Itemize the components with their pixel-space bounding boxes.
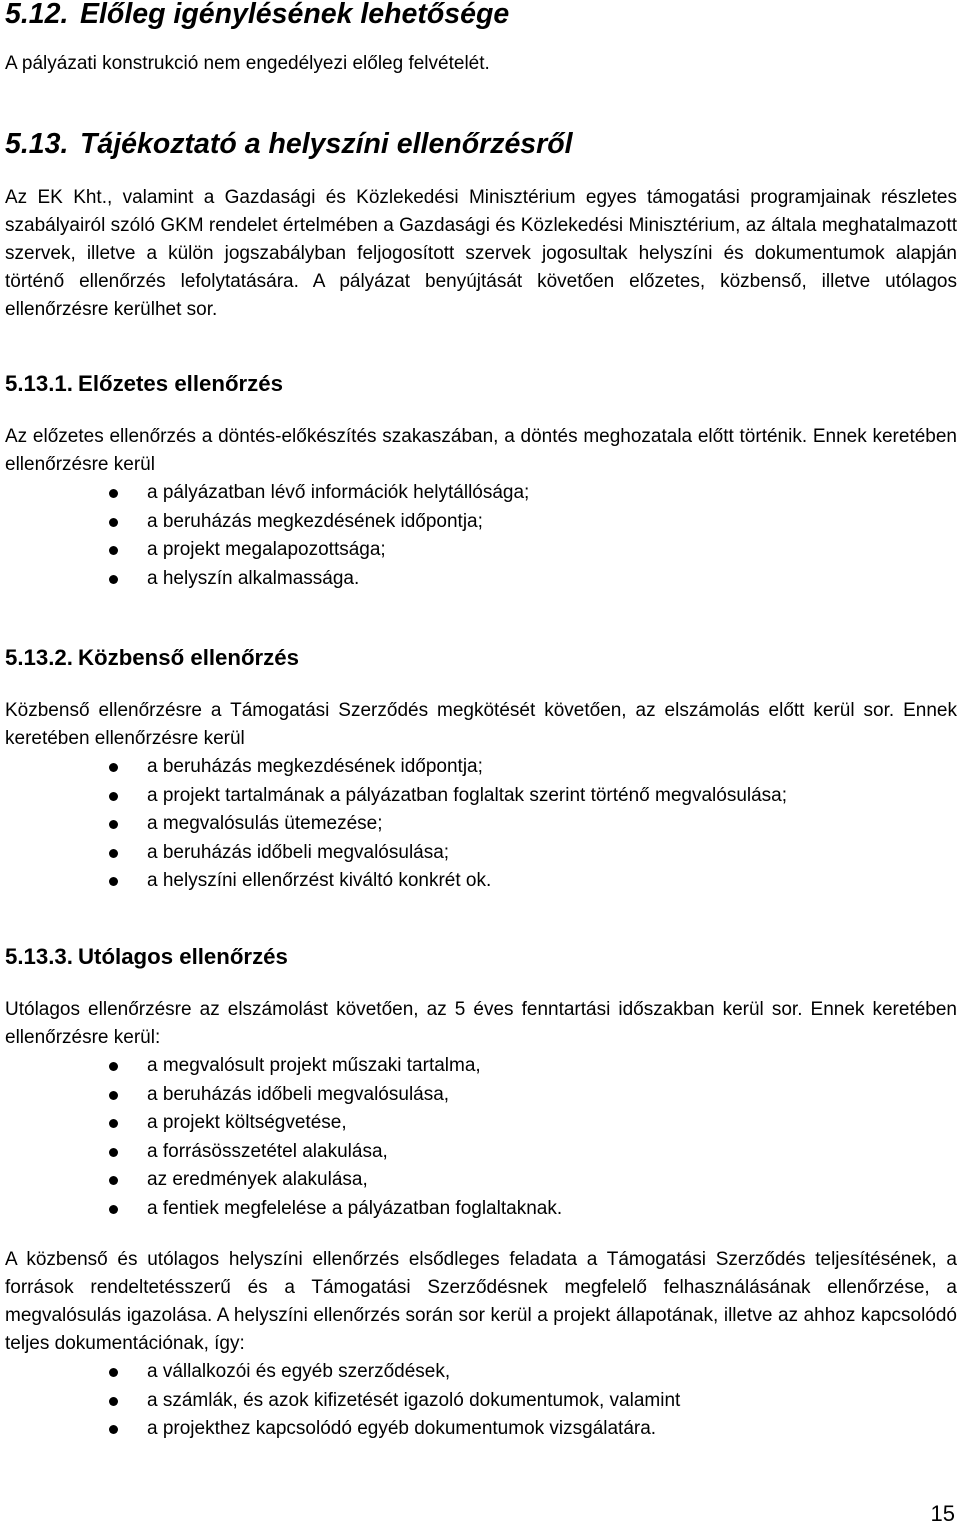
closing-section (5, 1246, 957, 1444)
paragraph: Az EK Kht., valamint a Gazdasági és Közlekedési Minisztérium egyes támogatási programjainak részletes szabályairól szóló GKM rendelet értelmében a Gazdasági és Közlekedési Minisztérium, az általa meghatalmazott szervek, illetve a külön jogszabályban feljogosított szervek jogosultak helyszíni és dokumentumok alapján történő ellenőrzés lefolytatására. A pályázat benyújtását követően előzetes, közbenső, illetve utólagos ellenőrzésre kerülhet sor. (5, 187, 957, 320)
bullet-icon (109, 820, 118, 829)
subsection-title-text: Közbenső ellenőrzés (78, 645, 300, 670)
section-title (5, 0, 957, 28)
list-item: a megvalósult projekt műszaki tartalma, (5, 1052, 957, 1081)
section-5-13-1 (5, 370, 957, 398)
paragraph: Utólagos ellenőrzésre az elszámolást követően, az 5 éves fenntartási időszakban kerül sor. Ennek keretében ellenőrzésre kerül: (5, 999, 957, 1048)
list-item: a megvalósulás ütemezése; (5, 810, 957, 839)
paragraph: A közbenső és utólagos helyszíni ellenőrzés elsődleges feladata a Támogatási Szerződés teljesítésének, a források rendeltetésszerű és a Támogatási Szerződésnek megfelelő felhasználásának ellenőrzése, a megvalósulás igazolása. A helyszíni ellenőrzés során sor kerül a projekt állapotának, illetve az ahhoz kapcsolódó teljes dokumentációnak, így: (5, 1249, 957, 1354)
page-number: 15 (930, 1501, 955, 1526)
list-item: a beruházás időbeli megvalósulása; (5, 839, 957, 868)
bullet-icon (109, 1091, 118, 1100)
paragraph: Közbenső ellenőrzésre a Támogatási Szerződés megkötését követően, az elszámolás előtt kerül sor. Ennek keretében ellenőrzésre kerül (5, 700, 957, 749)
section-title (5, 130, 957, 158)
list-item: az eredmények alakulása, (5, 1166, 957, 1195)
bullet-icon (109, 763, 118, 772)
list-item: a projekt költségvetése, (5, 1109, 957, 1138)
section-title-text: Tájékoztató a helyszíni ellenőrzésről (80, 128, 573, 160)
section-5-12 (5, 0, 957, 28)
subsection-title (5, 943, 957, 971)
bullet-icon (109, 575, 118, 584)
section-5-13-2-body (5, 697, 957, 896)
list-item: a forrásösszetétel alakulása, (5, 1138, 957, 1167)
bullet-icon (109, 1062, 118, 1071)
section-5-13-1-body (5, 423, 957, 593)
section-title-text: Előleg igénylésének lehetősége (80, 0, 510, 30)
subsection-title (5, 644, 957, 672)
subsection-title (5, 370, 957, 398)
bullet-icon (109, 518, 118, 527)
section-5-12-body (5, 50, 957, 78)
list-item: a pályázatban lévő információk helytállósága; (5, 479, 957, 508)
bullet-icon (109, 1368, 118, 1377)
list-item: a helyszín alkalmassága. (5, 565, 957, 594)
list-item: a fentiek megfelelése a pályázatban foglaltaknak. (5, 1195, 957, 1224)
list-item: a projekthez kapcsolódó egyéb dokumentumok vizsgálatára. (5, 1415, 957, 1444)
bullet-icon (109, 849, 118, 858)
bullet-icon (109, 489, 118, 498)
bullet-icon (109, 792, 118, 801)
bullet-icon (109, 1397, 118, 1406)
subsection-number: 5.13.3. (5, 944, 73, 969)
section-5-13 (5, 130, 957, 158)
list-item: a beruházás időbeli megvalósulása, (5, 1081, 957, 1110)
bullet-icon (109, 1425, 118, 1434)
list-item: a beruházás megkezdésének időpontja; (5, 753, 957, 782)
section-number: 5.12. (5, 0, 69, 30)
bullet-list (5, 1358, 957, 1444)
section-5-13-2 (5, 644, 957, 672)
section-5-13-3 (5, 943, 957, 971)
list-item: a helyszíni ellenőrzést kiváltó konkrét ok. (5, 867, 957, 896)
section-5-13-body (5, 184, 957, 324)
subsection-title-text: Utólagos ellenőrzés (78, 944, 288, 969)
list-item: a számlák, és azok kifizetését igazoló dokumentumok, valamint (5, 1387, 957, 1416)
bullet-icon (109, 877, 118, 886)
list-item: a projekt megalapozottsága; (5, 536, 957, 565)
bullet-icon (109, 1148, 118, 1157)
bullet-list (5, 1052, 957, 1223)
section-5-13-3-body (5, 996, 957, 1223)
paragraph: A pályázati konstrukció nem engedélyezi előleg felvételét. (5, 53, 490, 74)
subsection-number: 5.13.2. (5, 645, 73, 670)
bullet-icon (109, 546, 118, 555)
bullet-list (5, 753, 957, 896)
list-item: a beruházás megkezdésének időpontja; (5, 508, 957, 537)
subsection-title-text: Előzetes ellenőrzés (78, 371, 283, 396)
list-item: a vállalkozói és egyéb szerződések, (5, 1358, 957, 1387)
subsection-number: 5.13.1. (5, 371, 73, 396)
bullet-icon (109, 1205, 118, 1214)
bullet-list (5, 479, 957, 593)
bullet-icon (109, 1119, 118, 1128)
section-number: 5.13. (5, 128, 69, 160)
list-item: a projekt tartalmának a pályázatban foglaltak szerint történő megvalósulása; (5, 782, 957, 811)
paragraph: Az előzetes ellenőrzés a döntés-előkészítés szakaszában, a döntés meghozatala előtt történik. Ennek keretében ellenőrzésre kerül (5, 426, 957, 475)
bullet-icon (109, 1176, 118, 1185)
